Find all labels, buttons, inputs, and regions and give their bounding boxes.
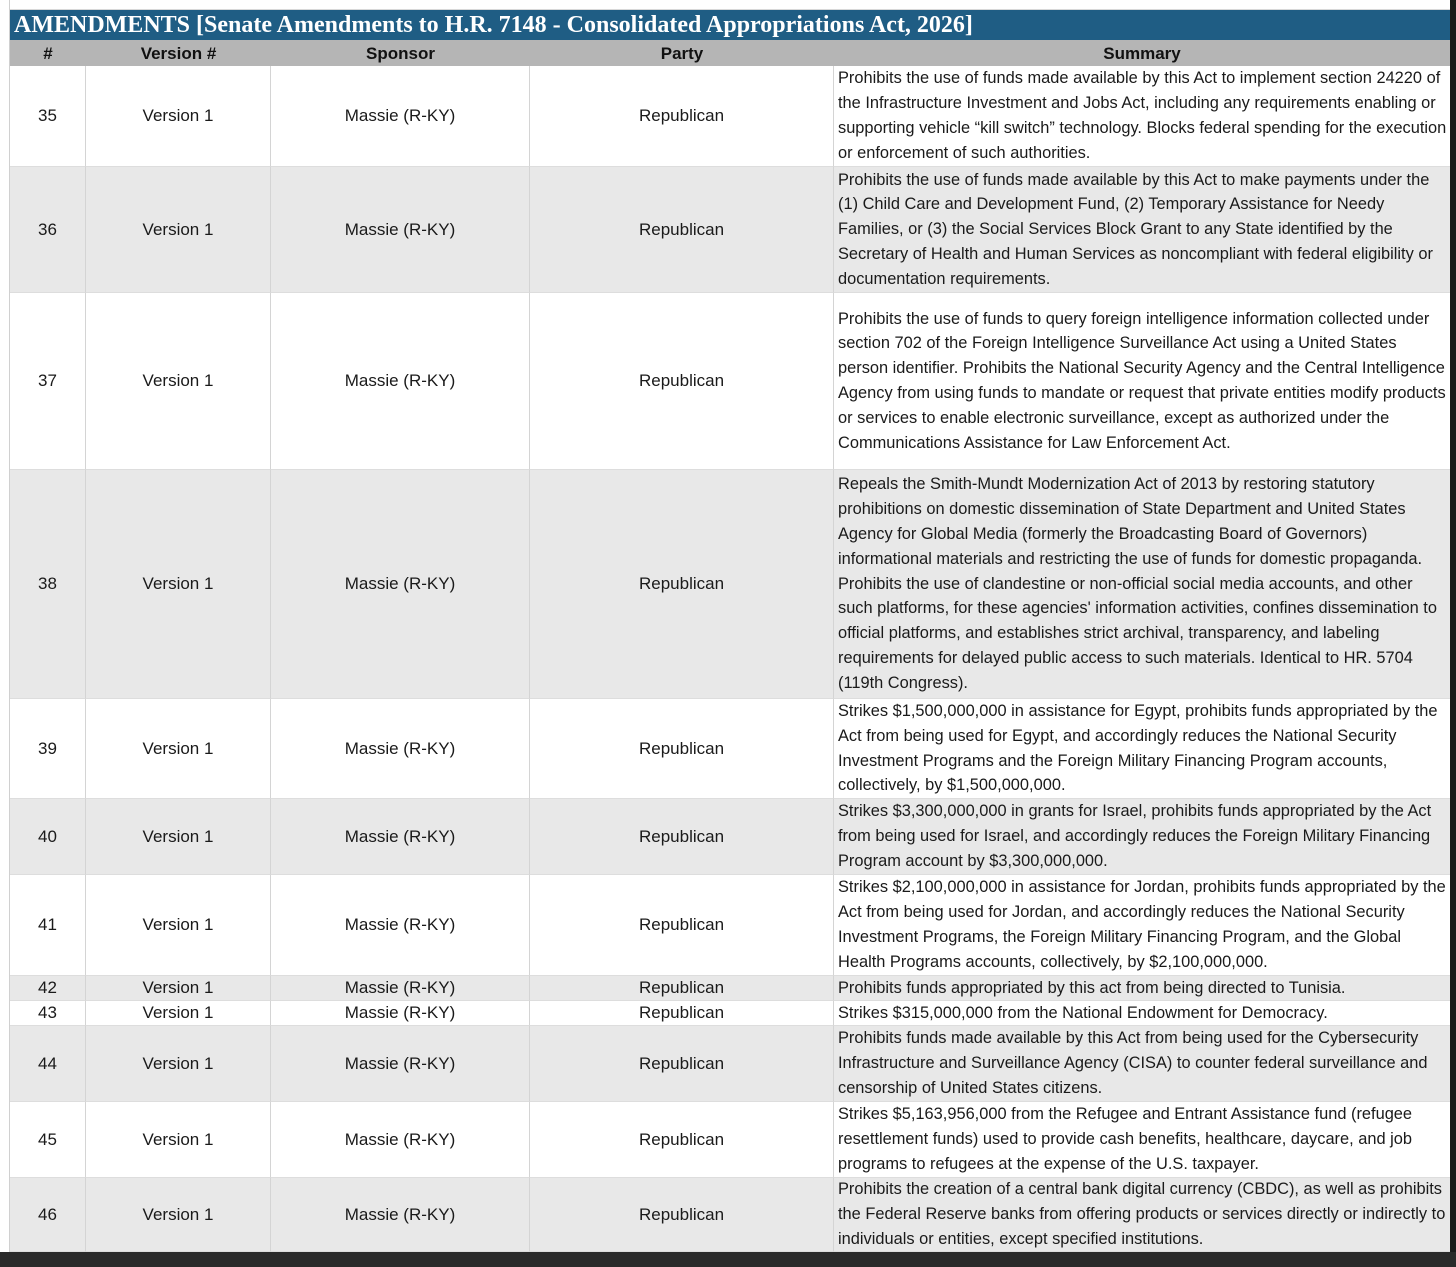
cell-num[interactable]: 46: [10, 1178, 86, 1252]
cell-party[interactable]: Republican: [530, 1178, 834, 1252]
cell-version[interactable]: Version 1: [86, 293, 271, 470]
cell-num[interactable]: 38: [10, 470, 86, 699]
cell-sponsor[interactable]: Massie (R-KY): [271, 470, 530, 699]
cell-version[interactable]: Version 1: [86, 875, 271, 976]
cell-party[interactable]: Republican: [530, 1001, 834, 1026]
cell-sponsor[interactable]: Massie (R-KY): [271, 799, 530, 875]
cell-party[interactable]: Republican: [530, 699, 834, 799]
column-header-version[interactable]: Version #: [140, 44, 217, 63]
cell-summary[interactable]: Strikes $3,300,000,000 in grants for Israel, prohibits funds appropriated by the Act from being used for Israel, and accordingly reduces the Foreign Military Financing Program account by $3,300,000,000.: [834, 799, 1450, 875]
cell-sponsor[interactable]: Massie (R-KY): [271, 1001, 530, 1026]
cell-num[interactable]: 39: [10, 699, 86, 799]
cell-party[interactable]: Republican: [530, 1102, 834, 1178]
cell-summary[interactable]: Strikes $315,000,000 from the National Endowment for Democracy.: [834, 1001, 1450, 1026]
cell-version[interactable]: Version 1: [86, 1001, 271, 1026]
cell-sponsor[interactable]: Massie (R-KY): [271, 1026, 530, 1102]
cell-summary[interactable]: Prohibits the use of funds made available by this Act to implement section 24220 of the Infrastructure Investment and Jobs Act, including any requirements enabling or supporting vehicle “kill switch” technology. Blocks federal spending for the execution or enforcement of such authorities.: [834, 66, 1450, 167]
cell-num[interactable]: 36: [10, 167, 86, 293]
cell-summary[interactable]: Strikes $1,500,000,000 in assistance for Egypt, prohibits funds appropriated by the Act from being used for Egypt, and accordingly reduces the National Security Investment Programs and the Foreign Military Financing Program accounts, collectively, by $1,500,000,000.: [834, 699, 1450, 799]
cell-summary[interactable]: Repeals the Smith-Mundt Modernization Act of 2013 by restoring statutory prohibitions on domestic dissemination of State Department and United States Agency for Global Media (formerly the Broadcasting Board of Governors) informational materials and restricting the use of funds for domestic propaganda. Prohibits the use of clandestine or non-official social media accounts, and other such platforms, for these agencies' information activities, confines dissemination to official platforms, and establishes strict archival, transparency, and labeling requirements for delayed public access to such materials. Identical to HR. 5704 (119th Congress).: [834, 470, 1450, 699]
cell-version[interactable]: Version 1: [86, 1026, 271, 1102]
amendments-table: [10, 66, 1450, 1252]
cell-num[interactable]: 45: [10, 1102, 86, 1178]
cell-num[interactable]: 41: [10, 875, 86, 976]
cell-sponsor[interactable]: Massie (R-KY): [271, 976, 530, 1001]
cell-summary[interactable]: Strikes $2,100,000,000 in assistance for Jordan, prohibits funds appropriated by the Act from being used for Jordan, and accordingly reduces the National Security Investment Programs, the Foreign Military Financing Program, and the Global Health Programs accounts, collectively, by $2,100,000,000.: [834, 875, 1450, 976]
cell-version[interactable]: Version 1: [86, 976, 271, 1001]
cell-num[interactable]: 43: [10, 1001, 86, 1026]
cell-version[interactable]: Version 1: [86, 167, 271, 293]
column-header-row: [10, 40, 1450, 66]
cell-sponsor[interactable]: Massie (R-KY): [271, 875, 530, 976]
cell-party[interactable]: Republican: [530, 167, 834, 293]
cell-num[interactable]: 37: [10, 293, 86, 470]
cell-sponsor[interactable]: Massie (R-KY): [271, 699, 530, 799]
column-header-summary[interactable]: Summary: [1103, 44, 1181, 63]
cell-version[interactable]: Version 1: [86, 1178, 271, 1252]
cell-sponsor[interactable]: Massie (R-KY): [271, 167, 530, 293]
cell-party[interactable]: Republican: [530, 66, 834, 167]
column-header-sponsor[interactable]: Sponsor: [366, 44, 435, 63]
cell-party[interactable]: Republican: [530, 293, 834, 470]
cell-summary[interactable]: Strikes $5,163,956,000 from the Refugee and Entrant Assistance fund (refugee resettlement funds) used to provide cash benefits, healthcare, daycare, and job programs to refugees at the expense of the U.S. taxpayer.: [834, 1102, 1450, 1178]
cell-num[interactable]: 35: [10, 66, 86, 167]
cell-version[interactable]: Version 1: [86, 66, 271, 167]
cell-summary[interactable]: Prohibits the creation of a central bank digital currency (CBDC), as well as prohibits the Federal Reserve banks from offering products or services directly or indirectly to individuals or entities, except specified institutions.: [834, 1178, 1450, 1252]
cell-version[interactable]: Version 1: [86, 470, 271, 699]
sheet-top-edge: [0, 0, 1456, 10]
cell-party[interactable]: Republican: [530, 470, 834, 699]
column-header-party[interactable]: Party: [660, 44, 704, 63]
cell-sponsor[interactable]: Massie (R-KY): [271, 1178, 530, 1252]
cell-num[interactable]: 44: [10, 1026, 86, 1102]
window-bottom-edge: [0, 1252, 1456, 1267]
cell-num[interactable]: 40: [10, 799, 86, 875]
cell-version[interactable]: Version 1: [86, 799, 271, 875]
cell-party[interactable]: Republican: [530, 799, 834, 875]
table-title: AMENDMENTS [Senate Amendments to H.R. 7148 - Consolidated Appropriations Act, 2026]: [10, 10, 1450, 40]
cell-version[interactable]: Version 1: [86, 1102, 271, 1178]
cell-sponsor[interactable]: Massie (R-KY): [271, 1102, 530, 1178]
cell-party[interactable]: Republican: [530, 875, 834, 976]
cell-summary[interactable]: Prohibits the use of funds to query foreign intelligence information collected under section 702 of the Foreign Intelligence Surveillance Act using a United States person identifier. Prohibits the National Security Agency and the Central Intelligence Agency from using funds to mandate or request that private entities modify products or services to enable electronic surveillance, except as authorized under the Communications Assistance for Law Enforcement Act.: [834, 293, 1450, 470]
cell-summary[interactable]: Prohibits the use of funds made available by this Act to make payments under the (1) Child Care and Development Fund, (2) Temporary Assistance for Needy Families, or (3) the Social Services Block Grant to any State identified by the Secretary of Health and Human Services as noncompliant with federal eligibility or documentation requirements.: [834, 167, 1450, 293]
cell-summary[interactable]: Prohibits funds made available by this Act from being used for the Cybersecurity Infrastructure and Surveillance Agency (CISA) to counter federal surveillance and censorship of United States citizens.: [834, 1026, 1450, 1102]
cell-party[interactable]: Republican: [530, 976, 834, 1001]
cell-summary[interactable]: Prohibits funds appropriated by this act from being directed to Tunisia.: [834, 976, 1450, 1001]
cell-num[interactable]: 42: [10, 976, 86, 1001]
cell-sponsor[interactable]: Massie (R-KY): [271, 66, 530, 167]
column-header-num[interactable]: #: [43, 44, 53, 63]
window-right-edge: [1450, 0, 1456, 1267]
sheet-left-edge: [0, 0, 10, 1267]
cell-version[interactable]: Version 1: [86, 699, 271, 799]
cell-sponsor[interactable]: Massie (R-KY): [271, 293, 530, 470]
cell-party[interactable]: Republican: [530, 1026, 834, 1102]
